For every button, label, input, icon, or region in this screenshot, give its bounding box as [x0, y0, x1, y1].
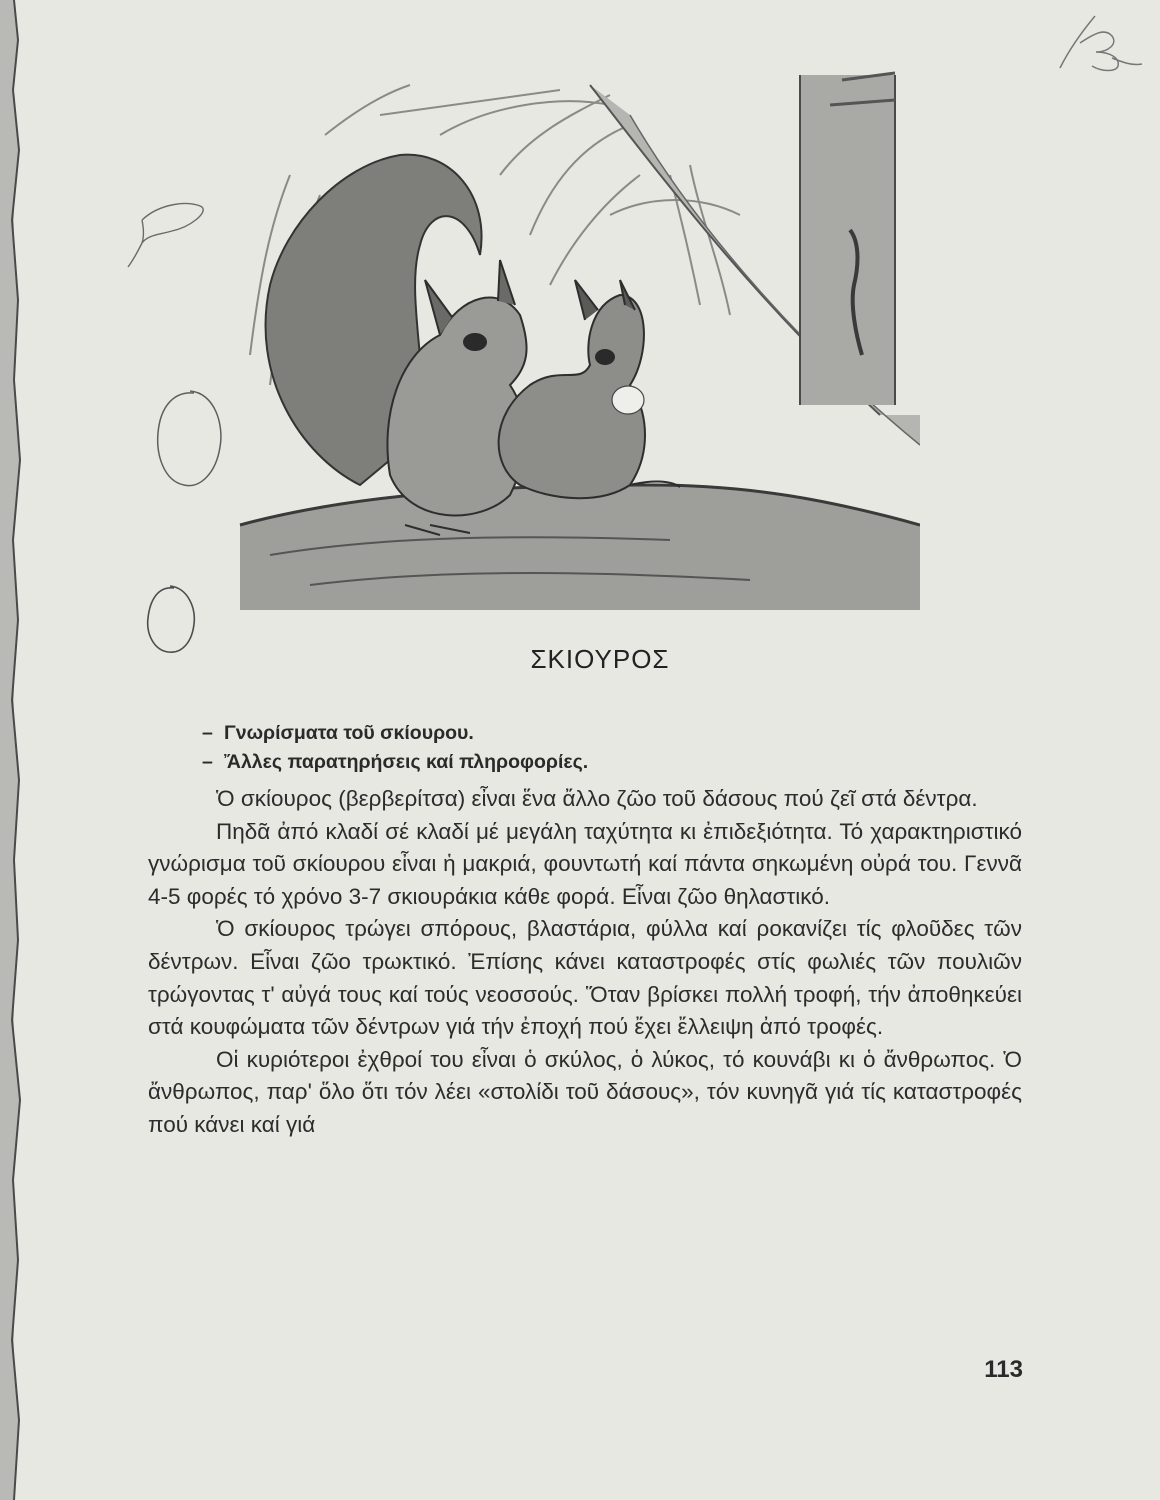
- squirrel-illustration: [230, 55, 920, 610]
- pencil-scribble-top-right: [1050, 8, 1150, 78]
- paragraph: Ὁ σκίουρος (βερβερίτσα) εἶναι ἕνα ἄλλο ζῶο τοῦ δάσους πού ζεῖ στά δέντρα.: [216, 786, 978, 811]
- list-item-text: Γνωρίσματα τοῦ σκίουρου.: [224, 722, 474, 744]
- paragraph: Πηδᾶ ἀπό κλαδί σέ κλαδί μέ μεγάλη ταχύτητα κι ἐπιδεξιότητα. Τό χαρακτηριστικό γνώρισμα τοῦ σκίουρου εἶναι ἡ μακριά, φουντωτή καί πάντα σηκωμένη οὐρά του. Γεννᾶ 4-5 φορές τό χρόνο 3-7 σκιουράκια κάθε φορά. Εἶναι ζῶο θηλαστικό.: [148, 818, 1022, 909]
- page-number: 113: [984, 1356, 1023, 1383]
- paragraph: Ὁ σκίουρος τρώγει σπόρους, βλαστάρια, φύλλα καί ροκανίζει τίς φλοῦδες τῶν δέντρων. Εἶναι ζῶο τρωκτικό. Ἐπίσης κάνει καταστροφές στίς φωλιές τῶν πουλιῶν τρώγοντας τ' αὐγά τους καί τούς νεοσσούς. Ὅταν βρίσκει πολλή τροφή, τήν ἀποθηκεύει στά κουφώματα τῶν δέντρων γιά τήν ἐποχή πού ἔχει ἔλλειψη ἀπό τροφές.: [148, 916, 1022, 1040]
- body-text: [148, 783, 1022, 1142]
- bullet-dash: –: [202, 751, 213, 773]
- topic-list: [202, 719, 588, 777]
- pencil-scribble-left: [120, 195, 220, 275]
- pencil-circle-large: [150, 385, 230, 495]
- page-title: ΣΚΙΟΥΡΟΣ: [530, 644, 670, 674]
- bullet-dash: –: [202, 722, 213, 744]
- list-item: [202, 719, 588, 748]
- paragraph: Οἱ κυριότεροι ἐχθροί του εἶναι ὁ σκύλος, ὁ λύκος, τό κουνάβι κι ὁ ἄνθρωπος. Ὁ ἄνθρωπος, παρ' ὅλο ὅτι τόν λέει «στολίδι τοῦ δάσους», τόν κυνηγᾶ γιά τίς καταστροφές πού κάνει καί γιά: [148, 1046, 1022, 1137]
- torn-left-edge: [0, 0, 26, 1500]
- list-item: [202, 748, 588, 777]
- list-item-text: Ἄλλες παρατηρήσεις καί πληροφορίες.: [224, 751, 589, 773]
